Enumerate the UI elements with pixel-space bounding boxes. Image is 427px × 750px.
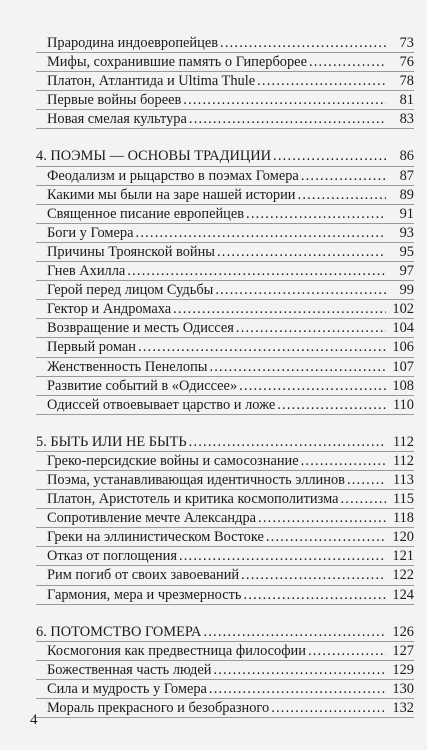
toc-entry [36,699,414,718]
toc-entry [36,167,414,186]
toc-entry [36,91,414,110]
leader-dots [217,243,386,261]
toc-entry-page: 76 [399,54,414,71]
toc-entry-page: 107 [392,358,414,375]
toc-entry-title: Священное писание европейцев [47,205,245,222]
toc-entry-title: Космогония как предвестница философии [47,642,306,659]
toc-entry [36,586,414,605]
toc-entry-page: 102 [392,301,414,318]
toc-entry-page: 93 [399,224,414,241]
toc-entry-title: Боги у Гомера [47,224,134,241]
leader-dots [266,528,386,546]
table-of-contents [36,34,414,718]
toc-entry-page: 110 [392,396,414,413]
toc-entry [36,300,414,319]
toc-entry-page: 106 [392,339,414,356]
leader-dots [127,262,386,280]
toc-entry [36,243,414,262]
toc-entry-title: Сопротивление мечте Александра [47,510,257,527]
toc-entry-page: 129 [392,661,414,678]
leader-dots [173,300,386,318]
leader-dots [189,433,386,451]
leader-dots [301,167,386,185]
leader-dots [301,452,386,470]
toc-entry-title: Гектор и Андромаха [47,301,172,318]
toc-entry [36,319,414,338]
leader-dots [340,490,386,508]
toc-entry-page: 108 [392,377,414,394]
leader-dots [183,91,386,109]
toc-entry-page: 87 [399,167,414,184]
toc-entry-title: Феодализм и рыцарство в поэмах Гомера [47,167,299,184]
toc-entry-page: 81 [399,92,414,109]
toc-entry-title: Мораль прекрасного и безобразного [47,700,270,716]
toc-entry-page: 118 [392,510,414,527]
toc-entry-title: Возвращение и месть Одиссея [47,320,234,337]
toc-entry-page: 120 [392,529,414,546]
toc-entry [36,490,414,509]
toc-entry [36,680,414,699]
toc-entry-page: 95 [399,243,414,260]
toc-entry-title: Мифы, сохранившие память о Гиперборее [47,54,307,71]
toc-entry-title: Новая смелая культура [47,111,187,128]
toc-entry [36,642,414,661]
toc-entry [36,377,414,396]
toc-entry-title: Сила и мудрость у Гомера [47,680,207,697]
leader-dots [347,471,386,489]
leader-dots [239,377,386,395]
toc-entry-page: 126 [392,623,414,640]
toc-entry-page: 73 [399,35,414,51]
toc-entry [36,110,414,129]
leader-dots [273,147,386,165]
leader-dots [309,53,386,71]
toc-entry-title: Одиссей отвоевывает царство и ложе [47,396,276,413]
toc-entry-page: 115 [392,491,414,508]
toc-chapter-title: 5. БЫТЬ ИЛИ НЕ БЫТЬ [36,433,187,450]
toc-entry-page: 83 [399,111,414,128]
leader-dots [209,680,386,698]
toc-entry-title: Поэма, устанавливающая идентичность эллинов [47,471,345,488]
toc-entry [36,358,414,377]
toc-entry-page: 86 [399,148,414,165]
toc-entry-page: 89 [399,186,414,203]
toc-chapter-title: 6. ПОТОМСТВО ГОМЕРА [36,623,202,640]
toc-entry-title: Прародина индоевропейцев [47,35,219,51]
leader-dots [308,642,386,660]
toc-entry-page: 112 [392,433,414,450]
toc-chapter [36,623,414,642]
toc-entry-page: 78 [399,73,414,90]
leader-dots [236,319,386,337]
leader-dots [189,110,386,128]
leader-dots [243,586,386,604]
toc-entry-page: 122 [392,567,414,584]
toc-entry [36,224,414,243]
toc-entry-page: 91 [399,205,414,222]
toc-entry-title: Гнев Ахилла [47,263,126,280]
toc-entry-title: Причины Троянской войны [47,243,215,260]
toc-entry-title: Греки на эллинистическом Востоке [47,529,264,546]
toc-entry [36,509,414,528]
toc-entry-page: 112 [392,452,414,469]
toc-entry-title: Греко-персидские войны и самосознание [47,452,299,469]
leader-dots [179,547,386,565]
toc-entry [36,262,414,281]
toc-entry [36,661,414,680]
toc-entry [36,566,414,585]
toc-entry-title: Развитие событий в «Одиссее» [47,377,238,394]
toc-entry [36,186,414,205]
leader-dots [215,281,386,299]
toc-entry-title: Какими мы были на заре нашей истории [47,186,296,203]
toc-entry-title: Гармония, мера и чрезмерность [47,586,242,603]
toc-entry [36,281,414,300]
leader-dots [203,623,386,641]
toc-entry-page: 113 [392,471,414,488]
toc-entry-title: Божественная часть людей [47,661,212,678]
toc-entry-title: Платон, Атлантида и Ultima Thule [47,73,256,90]
toc-entry [36,338,414,357]
toc-entry-title: Платон, Аристотель и критика космополитизма [47,491,339,508]
toc-chapter [36,433,414,452]
toc-entry-title: Первый роман [47,339,136,356]
section-gap [36,605,414,623]
toc-entry-page: 130 [392,680,414,697]
toc-chapter [36,147,414,166]
toc-entry-page: 104 [392,320,414,337]
toc-entry [36,452,414,471]
toc-entry [36,34,414,53]
toc-entry-page: 127 [392,642,414,659]
leader-dots [209,358,386,376]
toc-entry-page: 132 [392,700,414,716]
toc-entry [36,528,414,547]
leader-dots [213,661,386,679]
toc-entry [36,53,414,72]
toc-entry-title: Рим погиб от своих завоеваний [47,567,240,584]
leader-dots [220,34,386,52]
leader-dots [277,396,386,414]
leader-dots [241,566,386,584]
section-gap [36,415,414,433]
leader-dots [257,72,386,90]
toc-entry-title: Отказ от поглощения [47,548,177,565]
toc-entry-page: 99 [399,282,414,299]
toc-entry-title: Женственность Пенелопы [47,358,208,375]
toc-chapter-title: 4. ПОЭМЫ — ОСНОВЫ ТРАДИЦИИ [36,148,272,165]
toc-entry [36,72,414,91]
leader-dots [258,509,386,527]
toc-entry-title: Первые войны бореев [47,92,182,109]
leader-dots [271,699,386,717]
toc-entry-page: 124 [392,586,414,603]
leader-dots [246,205,386,223]
page-number: 4 [30,712,38,728]
section-gap [36,129,414,147]
toc-entry [36,547,414,566]
toc-entry [36,471,414,490]
leader-dots [298,186,386,204]
toc-entry-title: Герой перед лицом Судьбы [47,282,214,299]
leader-dots [138,338,386,356]
toc-entry-page: 121 [392,548,414,565]
toc-entry [36,205,414,224]
toc-entry [36,396,414,415]
toc-entry-page: 97 [399,263,414,280]
leader-dots [136,224,386,242]
